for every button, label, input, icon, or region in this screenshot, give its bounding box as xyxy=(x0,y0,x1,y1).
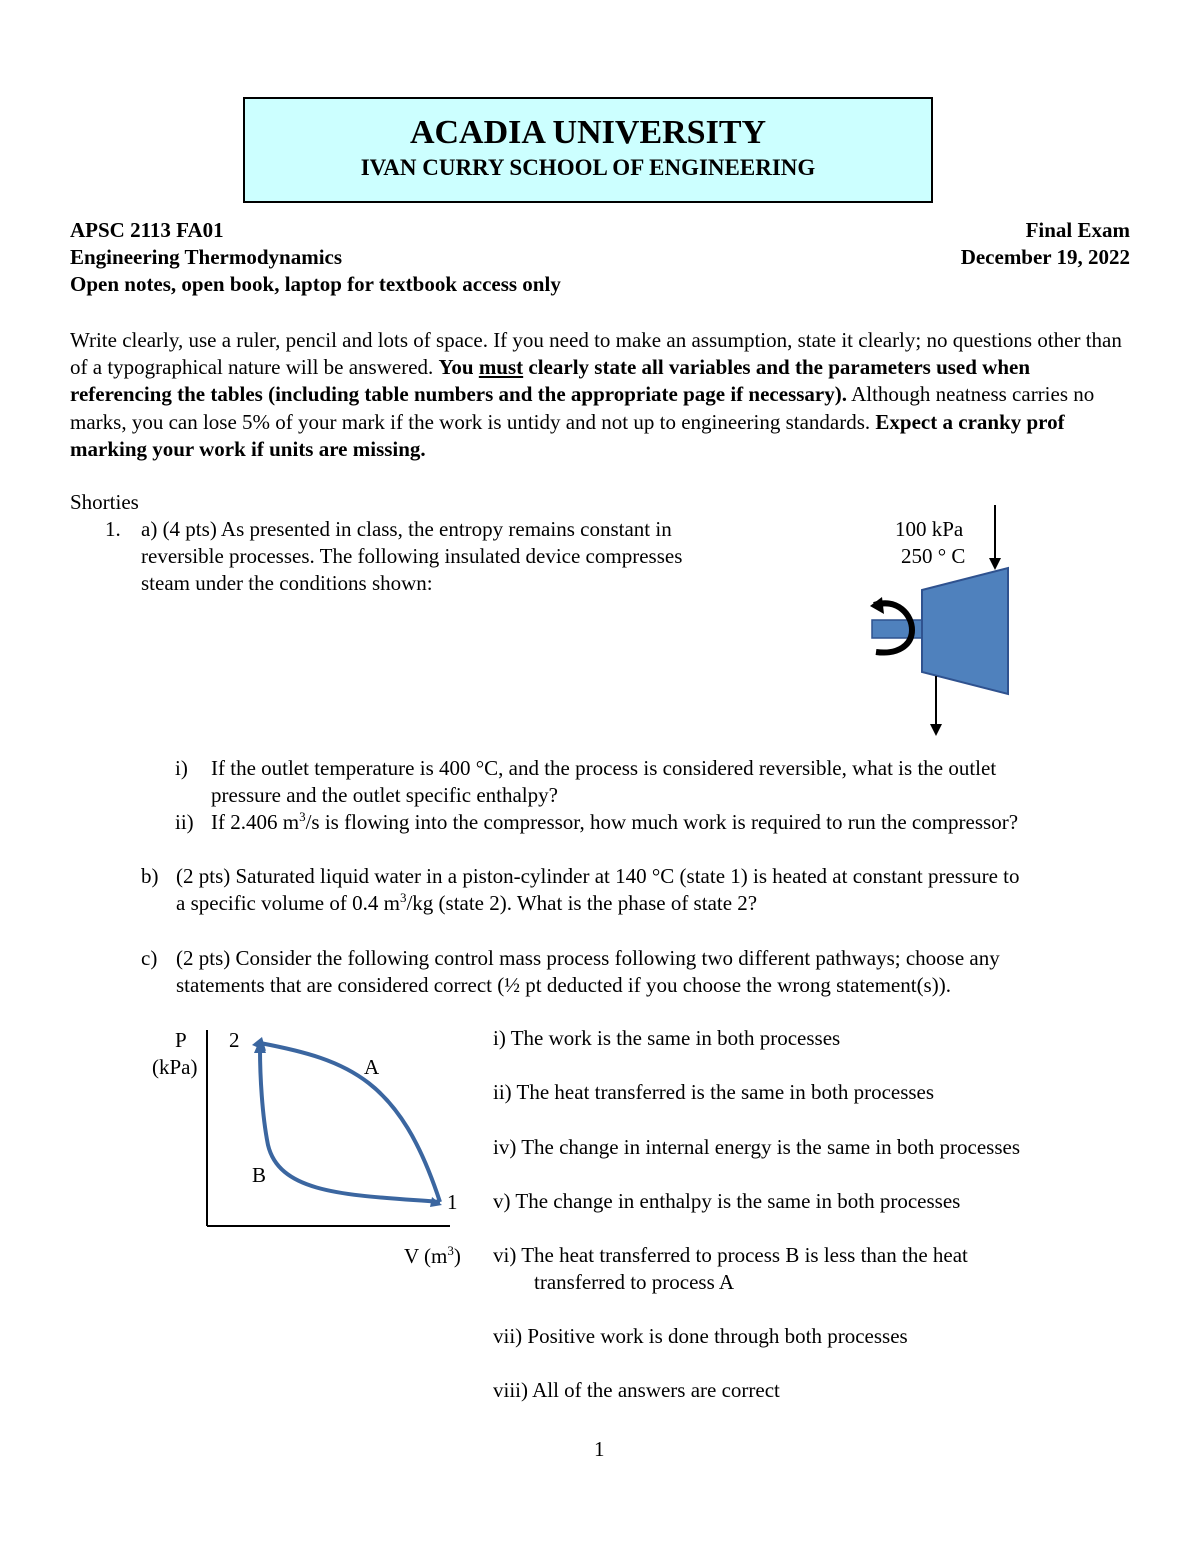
pv-path-a: A xyxy=(364,1055,380,1079)
instructions xyxy=(70,327,1130,463)
q1a-line2: reversible processes. The following insulated device compresses xyxy=(141,544,683,568)
compressor-body xyxy=(922,568,1008,694)
pv-state-2: 2 xyxy=(229,1028,240,1052)
inlet-temperature: 250 ° C xyxy=(901,544,966,568)
pv-y-unit: (kPa) xyxy=(152,1055,198,1079)
q1a-line1: a) (4 pts) As presented in class, the entropy remains constant in xyxy=(141,517,672,541)
rotation-arrowhead xyxy=(870,597,884,614)
q1a-ii-pre: If 2.406 m xyxy=(211,810,300,834)
q1a-i-label: i) xyxy=(175,756,188,780)
option-i: i) The work is the same in both processes xyxy=(493,1026,841,1050)
q1a-ii-text xyxy=(211,809,1018,836)
q1a-i-line1: If the outlet temperature is 400 °C, and the process is considered reversible, what is the outlet xyxy=(211,756,997,780)
q1c-line1: (2 pts) Consider the following control mass process following two different pathways; choose any xyxy=(176,946,1000,970)
page-number: 1 xyxy=(594,1437,605,1461)
pv-x-text: V (m xyxy=(404,1244,448,1268)
q1b-line1: (2 pts) Saturated liquid water in a piston-cylinder at 140 °C (state 1) is heated at constant pressure to xyxy=(176,864,1020,888)
pv-state-1: 1 xyxy=(447,1190,458,1214)
q1b-line2-post: /kg (state 2). What is the phase of state 2? xyxy=(406,891,758,915)
option-iv: iv) The change in internal energy is the same in both processes xyxy=(493,1135,1020,1159)
course-row-1 xyxy=(70,217,1130,244)
inlet-pressure: 100 kPa xyxy=(895,517,964,541)
option-ii: ii) The heat transferred is the same in both processes xyxy=(493,1080,935,1104)
instructions-p2b: clearly state all variables and the parameters used when referencing the tables (including table numbers and the appropriate page if necessary). xyxy=(70,355,1031,407)
q1b-sup: 3 xyxy=(399,890,407,905)
instructions-p3: Although neatness carries no marks, you can lose 5% of your mark if the work is untidy and not up to engineering standards. xyxy=(70,382,1095,434)
outlet-arrowhead xyxy=(930,724,942,736)
instructions-p4: Expect a cranky prof marking your work if units are missing. xyxy=(70,409,1065,461)
q1a-i-line2: pressure and the outlet specific enthalpy? xyxy=(211,783,558,807)
q1-number: 1. xyxy=(105,517,121,541)
pv-x-label xyxy=(404,1243,461,1270)
pv-path-b: B xyxy=(252,1163,267,1187)
course-row-2 xyxy=(70,244,1130,271)
course-name: Engineering Thermodynamics xyxy=(70,245,343,269)
option-vii: vii) Positive work is done through both processes xyxy=(493,1324,908,1348)
q1a-ii-label: ii) xyxy=(175,810,194,834)
q1b-line2-pre: a specific volume of 0.4 m xyxy=(176,891,400,915)
section-title: Shorties xyxy=(70,490,139,514)
option-vi-cont: transferred to process A xyxy=(534,1270,735,1294)
pv-x-sup: 3 xyxy=(447,1243,454,1258)
instructions-must: must xyxy=(478,355,524,380)
instructions-p1: Write clearly, use a ruler, pencil and lots of space. If you need to make an assumption, state it clearly; no questions other than of a typographical nature will be answered. xyxy=(70,328,1122,380)
pv-x-close: ) xyxy=(453,1244,461,1268)
option-vi: vi) The heat transferred to process B is less than the heat xyxy=(493,1243,968,1267)
q1a-ii-sup: 3 xyxy=(299,809,306,824)
pv-diagram xyxy=(200,1025,460,1230)
compressor-diagram xyxy=(860,500,1020,745)
q1c-label: c) xyxy=(141,946,158,970)
instructions-p2a: You xyxy=(438,355,479,380)
exam-date: December 19, 2022 xyxy=(960,245,1130,269)
pv-path-a-curve xyxy=(260,1043,440,1202)
exam-type: Final Exam xyxy=(1025,218,1130,242)
option-viii: viii) All of the answers are correct xyxy=(493,1378,780,1402)
q1a-ii-post: /s is flowing into the compressor, how much work is required to run the compressor? xyxy=(305,810,1019,834)
inlet-arrowhead xyxy=(989,558,1001,570)
school-name: IVAN CURRY SCHOOL OF ENGINEERING xyxy=(360,155,816,180)
pv-y-label: P xyxy=(175,1028,187,1052)
q1a-line3: steam under the conditions shown: xyxy=(141,571,433,595)
option-v: v) The change in enthalpy is the same in both processes xyxy=(493,1189,961,1213)
header-box xyxy=(243,97,933,203)
course-notes: Open notes, open book, laptop for textbook access only xyxy=(70,272,561,296)
q1b-line2 xyxy=(176,890,757,917)
university-name: ACADIA UNIVERSITY xyxy=(409,114,767,151)
course-code: APSC 2113 FA01 xyxy=(70,218,224,242)
q1c-line2: statements that are considered correct (½ pt deducted if you choose the wrong statement(s)). xyxy=(176,973,951,997)
q1b-label: b) xyxy=(141,864,159,888)
